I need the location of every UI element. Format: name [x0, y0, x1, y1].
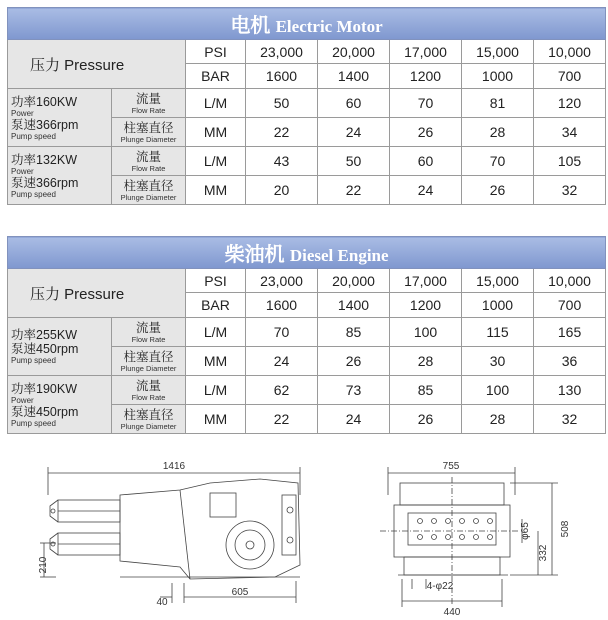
bar-value: 1600	[246, 293, 318, 318]
flow-value: 50	[246, 89, 318, 118]
bar-value: 700	[534, 293, 606, 318]
flow-value: 115	[462, 318, 534, 347]
dim-front-width: 755	[442, 461, 460, 472]
flow-value: 73	[318, 376, 390, 405]
diameter-value: 28	[462, 118, 534, 147]
flow-value: 60	[318, 89, 390, 118]
pump-front-view	[380, 467, 558, 607]
pressure-label: 压力 Pressure	[8, 40, 186, 89]
dim-base: 605	[231, 587, 249, 598]
diameter-value: 36	[534, 347, 606, 376]
plunger-diameter-label: 柱塞直径 Plunge Diameter	[112, 176, 186, 205]
flow-value: 81	[462, 89, 534, 118]
dim-length: 1416	[162, 461, 186, 472]
psi-value: 15,000	[462, 269, 534, 293]
psi-value: 15,000	[462, 40, 534, 64]
diameter-value: 20	[246, 176, 318, 205]
unit-bar: BAR	[186, 64, 246, 89]
dim-front-base: 440	[443, 607, 461, 618]
flow-value: 50	[318, 147, 390, 176]
flow-value: 130	[534, 376, 606, 405]
flow-value: 60	[390, 147, 462, 176]
power-spec: 功率132KW Power 泵速366rpm Pump speed	[8, 147, 112, 205]
flow-value: 62	[246, 376, 318, 405]
psi-value: 23,000	[246, 40, 318, 64]
flow-value: 85	[390, 376, 462, 405]
plunger-diameter-label: 柱塞直径 Plunge Diameter	[112, 347, 186, 376]
power-spec: 功率190KW Power 泵速450rpm Pump speed	[8, 376, 112, 434]
unit-psi: PSI	[186, 40, 246, 64]
flow-rate-label: 流量 Flow Rate	[112, 147, 186, 176]
plunger-diameter-label: 柱塞直径 Plunge Diameter	[112, 118, 186, 147]
flow-rate-label: 流量 Flow Rate	[112, 89, 186, 118]
bar-value: 1200	[390, 64, 462, 89]
technical-drawings	[0, 455, 608, 620]
flow-value: 120	[534, 89, 606, 118]
diameter-value: 22	[318, 176, 390, 205]
flow-value: 70	[390, 89, 462, 118]
flow-value: 70	[462, 147, 534, 176]
flow-value: 100	[390, 318, 462, 347]
diameter-value: 22	[246, 118, 318, 147]
diameter-value: 30	[462, 347, 534, 376]
electric-motor-title: 电机 Electric Motor	[8, 8, 606, 40]
diameter-value: 24	[390, 176, 462, 205]
bar-value: 1000	[462, 293, 534, 318]
pressure-label: 压力 Pressure	[8, 269, 186, 318]
pump-side-view	[40, 467, 300, 603]
diesel-engine-title: 柴油机 Diesel Engine	[8, 237, 606, 269]
flow-value: 100	[462, 376, 534, 405]
diesel-engine-table	[7, 236, 606, 434]
diameter-value: 26	[390, 405, 462, 434]
dim-axis-height: 332	[538, 544, 549, 562]
bar-value: 1400	[318, 293, 390, 318]
diameter-value: 24	[318, 118, 390, 147]
power-spec: 功率160KW Power 泵速366rpm Pump speed	[8, 89, 112, 147]
electric-motor-table	[7, 7, 606, 205]
flow-value: 70	[246, 318, 318, 347]
unit-bar: BAR	[186, 293, 246, 318]
bar-value: 1600	[246, 64, 318, 89]
bar-value: 1200	[390, 293, 462, 318]
diameter-value: 22	[246, 405, 318, 434]
plunger-diameter-label: 柱塞直径 Plunge Diameter	[112, 405, 186, 434]
diameter-value: 28	[462, 405, 534, 434]
unit-psi: PSI	[186, 269, 246, 293]
bar-value: 700	[534, 64, 606, 89]
bar-value: 1400	[318, 64, 390, 89]
flow-rate-label: 流量 Flow Rate	[112, 318, 186, 347]
diameter-value: 32	[534, 176, 606, 205]
dim-offset: 40	[156, 597, 168, 608]
psi-value: 17,000	[390, 40, 462, 64]
flow-value: 85	[318, 318, 390, 347]
unit-mm: MM	[186, 176, 246, 205]
diameter-value: 26	[318, 347, 390, 376]
dim-height: 210	[38, 556, 49, 574]
unit-lm: L/M	[186, 147, 246, 176]
diameter-value: 28	[390, 347, 462, 376]
psi-value: 20,000	[318, 40, 390, 64]
flow-value: 105	[534, 147, 606, 176]
unit-lm: L/M	[186, 318, 246, 347]
psi-value: 17,000	[390, 269, 462, 293]
unit-mm: MM	[186, 405, 246, 434]
dim-front-height: 508	[560, 520, 571, 538]
psi-value: 10,000	[534, 40, 606, 64]
flow-value: 43	[246, 147, 318, 176]
diameter-value: 26	[462, 176, 534, 205]
unit-mm: MM	[186, 347, 246, 376]
unit-mm: MM	[186, 118, 246, 147]
psi-value: 10,000	[534, 269, 606, 293]
unit-lm: L/M	[186, 89, 246, 118]
diameter-value: 32	[534, 405, 606, 434]
flow-value: 165	[534, 318, 606, 347]
psi-value: 23,000	[246, 269, 318, 293]
diameter-value: 24	[246, 347, 318, 376]
dim-holes: 4-φ22	[426, 581, 454, 592]
diameter-value: 26	[390, 118, 462, 147]
power-spec: 功率255KW 泵速450rpm Pump speed	[8, 318, 112, 376]
flow-rate-label: 流量 Flow Rate	[112, 376, 186, 405]
psi-value: 20,000	[318, 269, 390, 293]
dim-bore: φ65	[520, 522, 531, 540]
diameter-value: 34	[534, 118, 606, 147]
unit-lm: L/M	[186, 376, 246, 405]
diameter-value: 24	[318, 405, 390, 434]
bar-value: 1000	[462, 64, 534, 89]
